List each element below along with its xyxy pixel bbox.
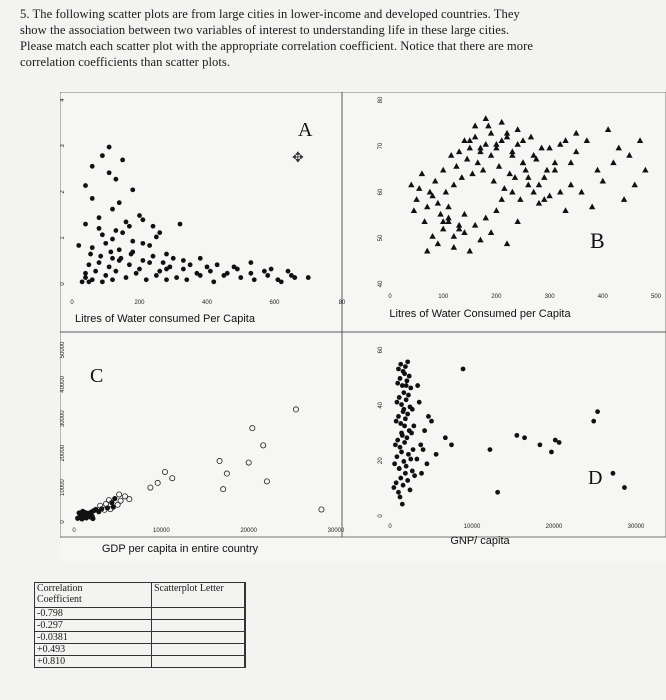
x-axis-label: GNP/ capita bbox=[450, 535, 510, 547]
x-tick-label: 500 bbox=[650, 294, 662, 300]
data-point bbox=[205, 264, 210, 269]
data-point bbox=[157, 230, 162, 235]
data-point bbox=[410, 407, 415, 412]
data-point bbox=[110, 237, 115, 242]
y-tick-label: 0 bbox=[60, 520, 66, 524]
data-point bbox=[392, 461, 397, 466]
data-point bbox=[83, 275, 88, 280]
data-point bbox=[404, 464, 409, 469]
x-tick-label: 30000 bbox=[327, 528, 345, 534]
data-point bbox=[86, 279, 91, 284]
data-point bbox=[181, 267, 186, 272]
data-point bbox=[402, 440, 407, 445]
x-tick-label: 30000 bbox=[627, 524, 645, 530]
data-point bbox=[399, 450, 404, 455]
data-point bbox=[98, 254, 103, 259]
cursor-icon: ✥ bbox=[292, 150, 304, 166]
x-axis-label: Litres of Water Consumed per Capita bbox=[389, 308, 571, 320]
data-point bbox=[147, 260, 152, 265]
question-line-2: show the association between two variables of interest to understanding life in these large cities. bbox=[20, 23, 510, 37]
panel-letter: D bbox=[588, 467, 603, 489]
data-point bbox=[405, 435, 410, 440]
data-point bbox=[393, 442, 398, 447]
x-tick-label: 20000 bbox=[240, 528, 258, 534]
data-point bbox=[595, 409, 600, 414]
data-point bbox=[140, 258, 145, 263]
data-point bbox=[174, 275, 179, 280]
data-point bbox=[137, 267, 142, 272]
data-point bbox=[415, 457, 420, 462]
data-point bbox=[401, 390, 406, 395]
data-point bbox=[80, 279, 85, 284]
data-point bbox=[549, 450, 554, 455]
data-point bbox=[103, 241, 108, 246]
data-point bbox=[86, 262, 91, 267]
data-point bbox=[208, 269, 213, 274]
y-tick-label: 40 bbox=[378, 280, 384, 288]
data-point bbox=[425, 461, 430, 466]
figure-background bbox=[60, 92, 666, 562]
data-point bbox=[127, 224, 132, 229]
y-tick-label: 60 bbox=[378, 188, 384, 196]
data-point bbox=[167, 264, 172, 269]
data-point bbox=[557, 440, 562, 445]
data-point bbox=[265, 273, 270, 278]
data-point bbox=[100, 153, 105, 158]
y-tick-label: 50 bbox=[378, 234, 384, 242]
data-point bbox=[198, 256, 203, 261]
x-tick-label: 200 bbox=[134, 300, 145, 306]
data-point bbox=[110, 207, 115, 212]
data-point bbox=[140, 217, 145, 222]
data-point bbox=[591, 419, 596, 424]
data-point bbox=[107, 264, 112, 269]
table-row bbox=[35, 644, 246, 656]
data-point bbox=[412, 473, 417, 478]
data-point bbox=[221, 273, 226, 278]
x-tick-label: 100 bbox=[438, 294, 449, 300]
data-point bbox=[289, 273, 294, 278]
data-point bbox=[107, 170, 112, 175]
table-row bbox=[35, 632, 246, 644]
header-coef-text: Correlation Coefficient bbox=[37, 583, 83, 605]
data-point bbox=[124, 275, 129, 280]
data-point bbox=[391, 485, 396, 490]
data-point bbox=[417, 400, 422, 405]
data-point bbox=[76, 243, 81, 248]
data-point bbox=[124, 220, 129, 225]
data-point bbox=[398, 376, 403, 381]
question-line-1: 5. The following scatter plots are from large cities in lower-income and developed countries. They bbox=[20, 7, 520, 21]
data-point bbox=[495, 490, 500, 495]
coef-cell: -0.798 bbox=[35, 608, 152, 620]
data-point bbox=[130, 187, 135, 192]
data-point bbox=[97, 260, 102, 265]
data-point bbox=[154, 273, 159, 278]
data-point bbox=[188, 262, 193, 267]
correlation-table bbox=[34, 582, 246, 668]
data-point bbox=[408, 457, 413, 462]
data-point bbox=[232, 264, 237, 269]
data-point bbox=[248, 271, 253, 276]
data-point bbox=[429, 419, 434, 424]
data-point bbox=[113, 269, 118, 274]
data-point bbox=[113, 228, 118, 233]
data-point bbox=[396, 490, 401, 495]
data-point bbox=[395, 400, 400, 405]
x-tick-label: 200 bbox=[491, 294, 502, 300]
data-point bbox=[127, 262, 132, 267]
data-point bbox=[144, 277, 149, 282]
data-point bbox=[164, 252, 169, 257]
header-scatterplot-letter bbox=[152, 583, 245, 608]
data-point bbox=[130, 239, 135, 244]
data-point bbox=[404, 397, 409, 402]
data-point bbox=[402, 423, 407, 428]
data-point bbox=[409, 431, 414, 436]
data-point bbox=[401, 369, 406, 374]
data-point bbox=[134, 271, 139, 276]
data-point bbox=[113, 177, 118, 182]
data-point bbox=[411, 447, 416, 452]
data-point bbox=[140, 241, 145, 246]
data-point bbox=[395, 454, 400, 459]
x-tick-label: 80 bbox=[338, 300, 346, 306]
data-point bbox=[262, 269, 267, 274]
x-tick-label: 10000 bbox=[152, 528, 170, 534]
data-point bbox=[406, 393, 411, 398]
data-point bbox=[93, 269, 98, 274]
y-tick-label: 0 bbox=[378, 514, 384, 518]
data-point bbox=[117, 200, 122, 205]
data-point bbox=[522, 435, 527, 440]
data-point bbox=[407, 374, 412, 379]
data-point bbox=[269, 267, 274, 272]
x-tick-label: 0 bbox=[70, 300, 74, 306]
data-point bbox=[90, 196, 95, 201]
data-point bbox=[401, 407, 406, 412]
data-point bbox=[401, 483, 406, 488]
panel-letter: C bbox=[90, 365, 104, 387]
data-point bbox=[403, 364, 408, 369]
letter-cell[interactable] bbox=[152, 632, 245, 644]
x-axis-label: GDP per capita in entire country bbox=[101, 543, 259, 555]
data-point bbox=[80, 509, 85, 514]
data-point bbox=[411, 423, 416, 428]
data-point bbox=[398, 445, 403, 450]
data-point bbox=[404, 383, 409, 388]
data-point bbox=[119, 256, 124, 261]
data-point bbox=[396, 414, 401, 419]
panel-letter: B bbox=[590, 228, 605, 253]
y-tick-label: 30000 bbox=[60, 410, 66, 428]
data-point bbox=[394, 480, 399, 485]
data-point bbox=[90, 245, 95, 250]
data-point bbox=[194, 271, 199, 276]
data-point bbox=[401, 459, 406, 464]
data-point bbox=[406, 452, 411, 457]
data-point bbox=[137, 213, 142, 218]
panel-letter: A bbox=[298, 119, 313, 141]
data-point bbox=[403, 471, 408, 476]
data-point bbox=[399, 402, 404, 407]
data-point bbox=[275, 277, 280, 282]
data-point bbox=[408, 386, 413, 391]
data-point bbox=[396, 367, 401, 372]
data-point bbox=[611, 471, 616, 476]
data-point bbox=[398, 476, 403, 481]
x-tick-label: 20000 bbox=[545, 524, 563, 530]
data-point bbox=[181, 258, 186, 263]
data-point bbox=[398, 495, 403, 500]
x-tick-label: 400 bbox=[597, 294, 608, 300]
data-point bbox=[443, 435, 448, 440]
x-tick-label: 600 bbox=[269, 300, 280, 306]
data-point bbox=[419, 471, 424, 476]
data-point bbox=[405, 412, 410, 417]
y-tick-label: 0 bbox=[60, 282, 66, 286]
data-point bbox=[418, 442, 423, 447]
data-point bbox=[103, 273, 108, 278]
data-point bbox=[514, 433, 519, 438]
data-point bbox=[120, 158, 125, 163]
y-tick-label: 80 bbox=[378, 96, 384, 104]
data-point bbox=[397, 466, 402, 471]
data-point bbox=[248, 260, 253, 265]
coef-cell: +0.810 bbox=[35, 656, 152, 668]
x-axis-label: Litres of Water consumed Per Capita bbox=[75, 313, 255, 325]
data-point bbox=[394, 419, 399, 424]
coef-cell: -0.0381 bbox=[35, 632, 152, 644]
y-tick-label: 40000 bbox=[60, 376, 66, 393]
data-point bbox=[415, 383, 420, 388]
data-point bbox=[410, 469, 415, 474]
data-point bbox=[147, 243, 152, 248]
coef-cell: -0.297 bbox=[35, 620, 152, 632]
data-point bbox=[286, 269, 291, 274]
data-point bbox=[397, 395, 402, 400]
data-point bbox=[120, 230, 125, 235]
x-tick-label: 0 bbox=[388, 294, 392, 300]
data-point bbox=[211, 279, 216, 284]
data-point bbox=[171, 256, 176, 261]
header-correlation-coefficient bbox=[35, 583, 152, 608]
data-point bbox=[164, 277, 169, 282]
data-point bbox=[154, 235, 159, 240]
y-tick-label: 50000 bbox=[60, 341, 66, 359]
y-tick-label: 2 bbox=[60, 190, 66, 194]
data-point bbox=[83, 183, 88, 188]
data-point bbox=[130, 250, 135, 255]
x-tick-label: 0 bbox=[388, 524, 392, 530]
y-tick-label: 10000 bbox=[60, 479, 66, 496]
y-tick-label: 40 bbox=[378, 401, 384, 409]
data-point bbox=[178, 222, 183, 227]
letter-cell[interactable] bbox=[152, 644, 245, 656]
data-point bbox=[306, 275, 311, 280]
data-point bbox=[398, 362, 403, 367]
x-tick-label: 10000 bbox=[463, 524, 481, 530]
data-point bbox=[399, 431, 404, 436]
scatter-plot-figure bbox=[60, 92, 666, 562]
data-point bbox=[151, 224, 156, 229]
data-point bbox=[151, 254, 156, 259]
data-point bbox=[83, 222, 88, 227]
y-tick-label: 20000 bbox=[60, 444, 66, 462]
letter-cell[interactable] bbox=[152, 620, 245, 632]
data-point bbox=[107, 145, 112, 150]
data-point bbox=[403, 416, 408, 421]
data-point bbox=[405, 378, 410, 383]
table-header-row bbox=[35, 583, 246, 608]
table-row bbox=[35, 656, 246, 668]
x-tick-label: 400 bbox=[201, 300, 213, 306]
data-point bbox=[422, 428, 427, 433]
data-point bbox=[184, 277, 189, 282]
data-point bbox=[421, 447, 426, 452]
data-point bbox=[100, 279, 105, 284]
data-point bbox=[215, 262, 220, 267]
y-tick-label: 20 bbox=[378, 457, 384, 465]
data-point bbox=[238, 275, 243, 280]
data-point bbox=[157, 269, 162, 274]
data-point bbox=[110, 256, 115, 261]
data-point bbox=[395, 438, 400, 443]
data-point bbox=[400, 502, 405, 507]
coef-cell: +0.493 bbox=[35, 644, 152, 656]
x-tick-label: 300 bbox=[544, 294, 555, 300]
y-tick-label: 3 bbox=[60, 144, 66, 148]
x-tick-label: 0 bbox=[72, 528, 76, 534]
header-letter-text: Scatterplot Letter bbox=[154, 583, 224, 594]
scatter-plots-svg bbox=[60, 92, 666, 562]
data-point bbox=[161, 260, 166, 265]
letter-cell[interactable] bbox=[152, 656, 245, 668]
data-point bbox=[97, 215, 102, 220]
data-point bbox=[117, 247, 122, 252]
data-point bbox=[426, 414, 431, 419]
table-row bbox=[35, 620, 246, 632]
data-point bbox=[110, 277, 115, 282]
data-point bbox=[405, 478, 410, 483]
data-point bbox=[112, 496, 117, 501]
data-point bbox=[395, 381, 400, 386]
y-tick-label: 70 bbox=[378, 142, 384, 150]
letter-cell[interactable] bbox=[152, 608, 245, 620]
data-point bbox=[100, 232, 105, 237]
data-point bbox=[449, 442, 454, 447]
data-point bbox=[461, 367, 466, 372]
y-tick-label: 4 bbox=[60, 98, 66, 102]
data-point bbox=[405, 359, 410, 364]
question-line-3: Please match each scatter plot with the appropriate correlation coefficient. Notice that there are more bbox=[20, 39, 533, 53]
data-point bbox=[97, 226, 102, 231]
y-tick-label: 1 bbox=[60, 236, 66, 240]
data-point bbox=[108, 250, 113, 255]
data-point bbox=[434, 452, 439, 457]
data-point bbox=[83, 271, 88, 276]
y-tick-label: 60 bbox=[378, 346, 384, 354]
data-point bbox=[622, 485, 627, 490]
question-text bbox=[20, 6, 640, 70]
data-point bbox=[408, 488, 413, 493]
data-point bbox=[88, 252, 93, 257]
data-point bbox=[488, 447, 493, 452]
table-row bbox=[35, 608, 246, 620]
data-point bbox=[90, 164, 95, 169]
data-point bbox=[252, 277, 257, 282]
question-line-4: correlation coefficients than scatter plots. bbox=[20, 55, 231, 69]
data-point bbox=[538, 442, 543, 447]
